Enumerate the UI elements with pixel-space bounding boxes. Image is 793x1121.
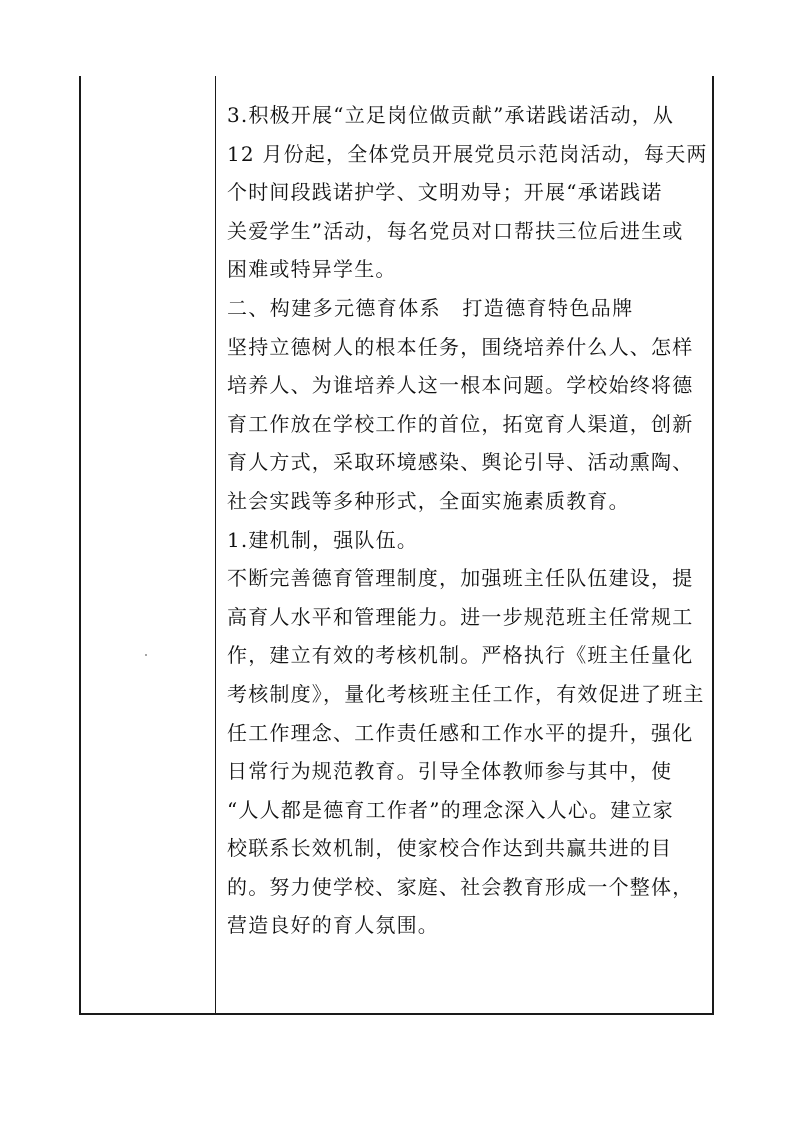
text-line: 关爱学生”活动，每名党员对口帮扶三位后进生或	[227, 218, 684, 243]
text-line: 考核制度》，量化考核班主任工作，有效促进了班主	[227, 681, 705, 706]
text-line: 校联系长效机制，使家校合作达到共赢共进的目	[227, 836, 673, 861]
text-line: 坚持立德树人的根本任务，围绕培养什么人、怎样	[227, 334, 694, 359]
text-line: 困难或特异学生。	[227, 257, 397, 282]
text-line: 3.积极开展“立足岗位做贡献”承诺践诺活动，从	[227, 103, 675, 127]
text-line: 不断完善德育管理制度，加强班主任队伍建设，提	[227, 566, 694, 591]
text-line: 营造良好的育人氛围。	[227, 913, 439, 938]
text-line: 社会实践等多种形式，全面实施素质教育。	[227, 488, 630, 513]
scan-speck	[145, 654, 147, 656]
text-line: 作，建立有效的考核机制。严格执行《班主任量化	[227, 643, 694, 668]
text-line: 育工作放在学校工作的首位，拓宽育人渠道，创新	[227, 411, 694, 436]
text-line: 培养人、为谁培养人这一根本问题。学校始终将德	[227, 373, 694, 398]
text-line: “人人都是德育工作者”的理念深入人心。建立家	[227, 797, 674, 822]
form-table	[79, 76, 714, 1015]
text-line: 育人方式，采取环境感染、舆论引导、活动熏陶、	[227, 450, 694, 475]
content-cell	[227, 96, 707, 945]
text-line: 的。努力使学校、家庭、社会教育形成一个整体，	[227, 874, 694, 899]
text-line: 日常行为规范教育。引导全体教师参与其中，使	[227, 759, 673, 784]
text-line: 12 月份起，全体党员开展党员示范岗活动，每天两	[227, 141, 708, 166]
section-heading: 二、构建多元德育体系 打造德育特色品牌	[227, 295, 634, 320]
subsection-heading: 1.建机制，强队伍。	[227, 527, 419, 552]
text-line: 个时间段践诺护学、文明劝导；开展“承诺践诺	[227, 180, 663, 205]
text-line: 任工作理念、工作责任感和工作水平的提升，强化	[227, 720, 694, 745]
text-line: 高育人水平和管理能力。进一步规范班主任常规工	[227, 604, 694, 629]
left-label-cell	[81, 76, 216, 1013]
